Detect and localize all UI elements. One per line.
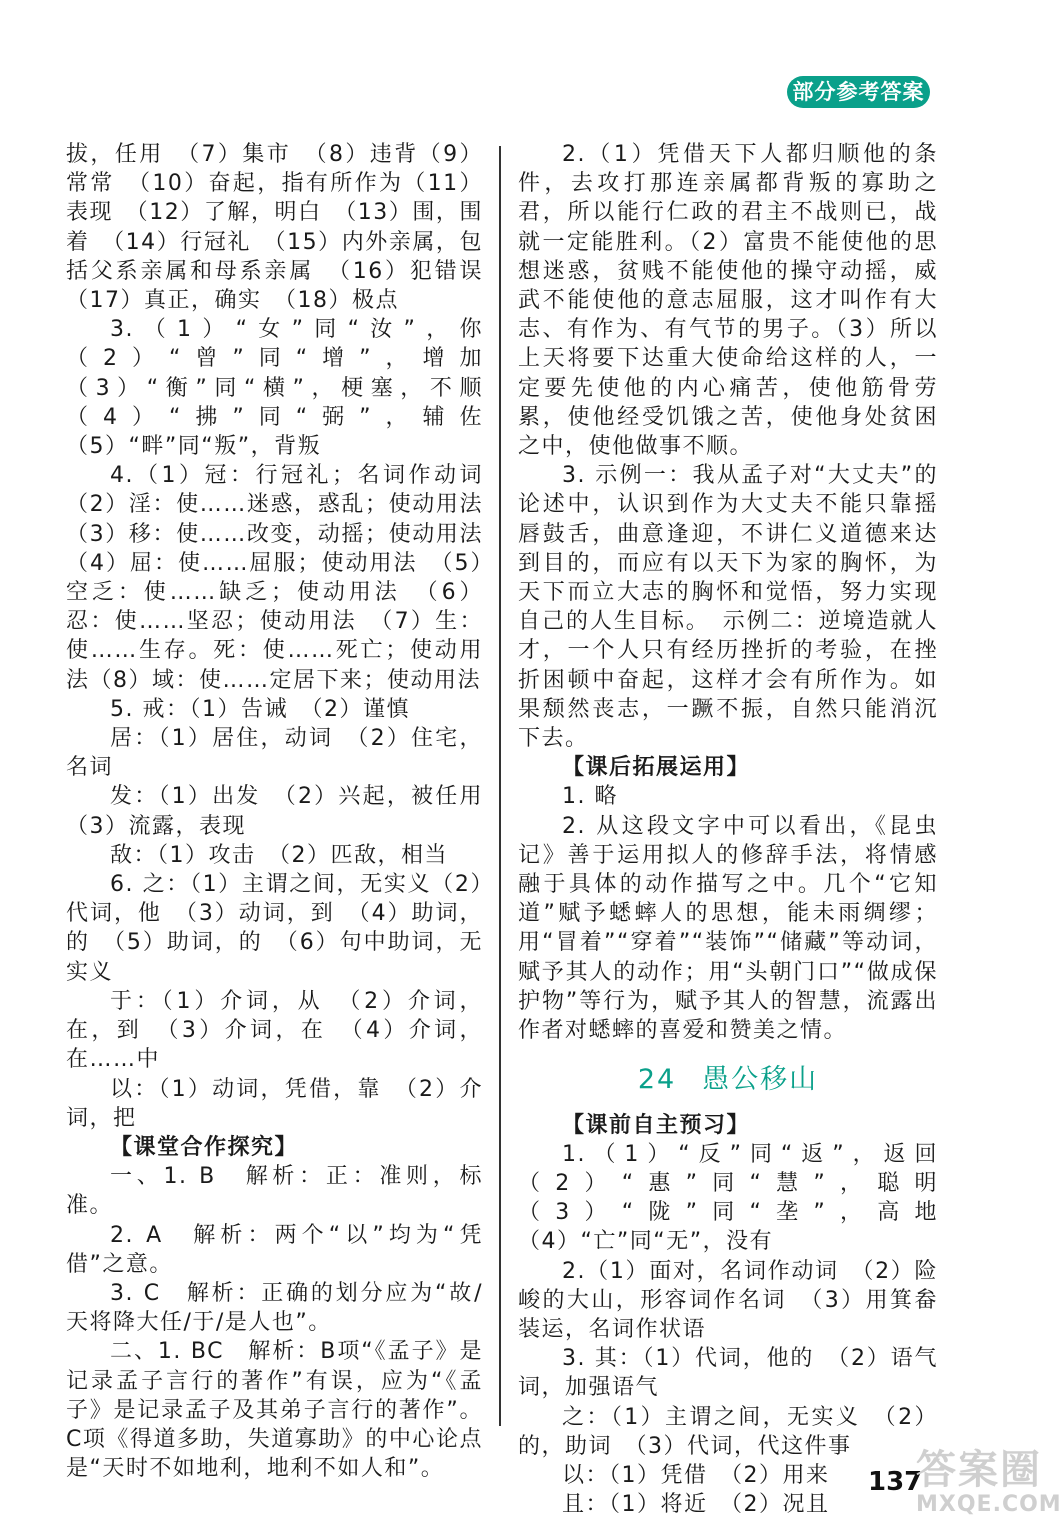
paragraph: 5. 戒：（1）告诫 （2）谨慎	[110, 696, 410, 722]
paragraph: 6. 之：（1）主谓之间，无实义（2）代词，他 （3）动词，到 （4）助词，的 （5）助词，的 （6）句中助词，无实义	[66, 872, 483, 985]
left-column	[66, 140, 507, 1483]
paragraph: 2.（1）凭借天下人都归顺他的条件，去攻打那连亲属都背叛的寡助之君，所以能行仁政的君主不战则已，战就一定能胜利。（2）富贵不能使他的思想迷惑，贫贱不能使他的操守动摇，威武不能使他的意志屈服，这才叫作有大志、有作为、有气节的男子。（3）所以上天将要下达重大使命给这样的人，一定要先使他的内心痛苦，使他筋骨劳累，使他经受饥饿之苦，使他身处贫困之中，使他做事不顺。	[518, 142, 938, 460]
paragraph: 1.（1）“反”同“返”，返回 （2）“惠”同“慧”，聪明 （3）“陇”同“垄”，高地 （4）“亡”同“无”，没有	[518, 1141, 962, 1255]
lesson-name: 愚公移山	[702, 1064, 819, 1096]
paragraph: 之：（1）主谓之间，无实义 （2）的，助词 （3）代词，代这件事	[518, 1404, 938, 1459]
paragraph: 二、1. BC 解析：B项“《孟子》是记录孟子言行的著作”有误，应为“《孟子》是记录孟子及其弟子言行的著作”。C项《得道多助，失道寡助》的中心论点是“天时不如地利，地利不如人和”。	[66, 1339, 483, 1482]
section-heading-preview: 【课前自主预习】	[562, 1112, 751, 1138]
right-column	[518, 140, 962, 1519]
paragraph: 1. 略	[562, 784, 618, 810]
paragraph: 以：（1）动词，凭借，靠 （2）介词，把	[66, 1076, 483, 1131]
lesson-number: 24	[637, 1064, 677, 1096]
paragraph: 敌：（1）攻击 （2）匹敌，相当	[110, 842, 448, 868]
paragraph: 3. C 解析：正确的划分应为“故/天将降大任/于/是人也”。	[66, 1280, 483, 1336]
section-heading-after-class: 【课后拓展运用】	[562, 755, 751, 781]
paragraph: 居：（1）居住，动词 （2）住宅，名词	[66, 726, 483, 781]
section-badge: 部分参考答案	[787, 76, 930, 108]
paragraph: 3.（1）“女”同“汝”，你 （2）“曾”同“增”，增加 （3）“衡”同“横”，梗塞，不顺 （4）“拂”同“弼”，辅佐（5）“畔”同“叛”，背叛	[66, 317, 507, 460]
paragraph: 拔，任用 （7）集市 （8）违背（9）常常 （10）奋起，指有所作为（11）表现 （12）了解，明白 （13）围，围着 （14）行冠礼 （15）内外亲属，包括父系亲属和母系亲属 （16）犯错误（17）真正，确实 （18）极点	[66, 142, 483, 314]
paragraph: 4.（1）冠：行冠礼；名词作动词（2）淫：使……迷惑，惑乱；使动用法（3）移：使……改变，动摇；使动用法（4）屈：使……屈服；使动用法 （5）空乏：使……缺乏；使动用法 （6）忍：使……坚忍；使动用法 （7）生：使……生存。死：使……死亡；使动用法（8）域：使……定居下来；使动用法	[66, 463, 483, 693]
section-heading-class-cooperation: 【课堂合作探究】	[110, 1134, 299, 1160]
watermark-logo	[916, 1447, 1062, 1526]
watermark-domain: MXQE.COM	[916, 1492, 1062, 1517]
lesson-title	[518, 1065, 938, 1094]
paragraph: 2. A 解析：两个“以”均为“凭借”之意。	[66, 1222, 483, 1277]
paragraph: 于：（1）介词，从 （2）介词，在，到 （3）介词，在 （4）介词，在……中	[66, 988, 483, 1073]
paragraph: 3. 其：（1）代词，他的 （2）语气词，加强语气	[518, 1346, 938, 1401]
paragraph: 以：（1）凭借 （2）用来	[562, 1462, 830, 1488]
page-number: 137	[868, 1467, 923, 1497]
paragraph: 3. 示例一：我从孟子对“大丈夫”的论述中，认识到作为大丈夫不能只靠摇唇鼓舌，曲意逢迎，不讲仁义道德来达到目的，而应有以天下为家的胸怀，为天下而立大志的胸怀和觉悟，努力实现自己的人生目标。 示例二：逆境造就人才，一个人只有经历挫折的考验，在挫折困顿中奋起，这样才会有所作为。如果颓然丧志，一蹶不振，自然只能消沉下去。	[518, 463, 938, 752]
watermark-text: 答案圈	[916, 1447, 1042, 1493]
paragraph: 2.（1）面对，名词作动词 （2）险峻的大山，形容词作名词 （3）用箕畚装运，名词作状语	[518, 1258, 938, 1342]
paragraph: 且：（1）将近 （2）况且	[562, 1492, 830, 1518]
paragraph: 发：（1）出发 （2）兴起，被任用（3）流露，表现	[66, 784, 483, 839]
paragraph: 2. 从这段文字中可以看出，《昆虫记》善于运用拟人的修辞手法，将情感融于具体的动作描写之中。几个“它知道”赋予蟋蟀人的思想，能未雨绸缪；用“冒着”“穿着”“装饰”“储藏”等动词，赋予其人的动作；用“头朝门口”“做成保护物”等行为，赋予其人的智慧，流露出作者对蟋蟀的喜爱和赞美之情。	[518, 813, 938, 1044]
paragraph: 一、1. B 解析：正：准则，标准。	[66, 1164, 483, 1219]
column-divider	[499, 146, 501, 1426]
